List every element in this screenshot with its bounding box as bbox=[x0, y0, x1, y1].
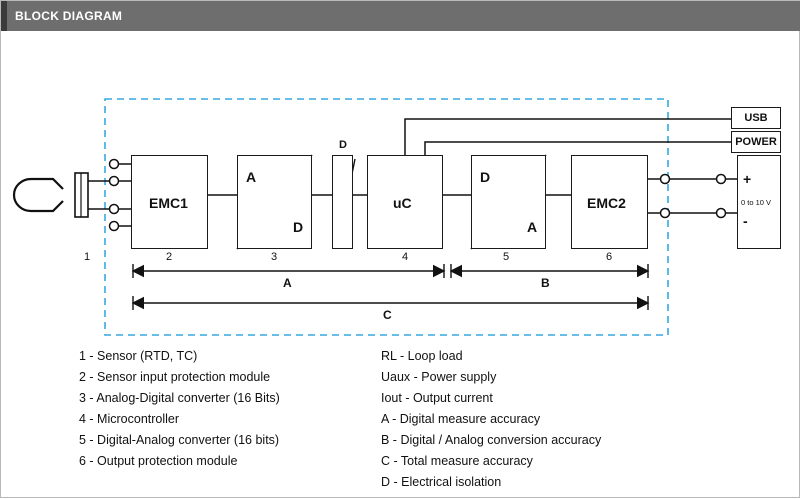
legend-item: A - Digital measure accuracy bbox=[381, 412, 541, 426]
legend-right-column bbox=[381, 346, 721, 493]
range-bar-b-label: B bbox=[541, 276, 550, 290]
legend-item: 1 - Sensor (RTD, TC) bbox=[79, 349, 198, 363]
legend-left-column bbox=[79, 346, 379, 472]
block-dac-number: 5 bbox=[502, 251, 510, 263]
legend-item: 5 - Digital-Analog converter (16 bits) bbox=[79, 433, 280, 447]
range-bar-a-label: A bbox=[283, 276, 292, 290]
legend-item: C - Total measure accuracy bbox=[381, 454, 533, 468]
sensor-number: 1 bbox=[83, 251, 91, 263]
block-adc-label-a: A bbox=[246, 169, 257, 185]
output-terminal-1 bbox=[661, 175, 670, 184]
block-adc-label-d: D bbox=[293, 219, 304, 235]
diagram-canvas bbox=[1, 31, 800, 499]
header-bar bbox=[1, 1, 800, 31]
block-microcontroller-number: 4 bbox=[401, 251, 409, 263]
block-isolation bbox=[332, 155, 353, 249]
block-emc2-number: 6 bbox=[605, 251, 613, 263]
sensor-symbol-upper-lead bbox=[31, 179, 63, 189]
block-microcontroller-label: uC bbox=[393, 195, 412, 211]
power-supply-box: POWER bbox=[731, 131, 781, 153]
block-emc1-number: 2 bbox=[165, 251, 173, 263]
sensor-symbol-arc bbox=[14, 179, 31, 211]
legend-item: D - Electrical isolation bbox=[381, 475, 502, 489]
block-emc2-label: EMC2 bbox=[587, 195, 626, 211]
legend-item: 2 - Sensor input protection module bbox=[79, 370, 271, 384]
legend-item: 3 - Analog-Digital converter (16 Bits) bbox=[79, 391, 280, 405]
block-adc-number: 3 bbox=[270, 251, 278, 263]
output-plus-label: + bbox=[743, 171, 752, 187]
block-dac-label-a: A bbox=[527, 219, 538, 235]
legend-item: RL - Loop load bbox=[381, 349, 463, 363]
legend-item: 4 - Microcontroller bbox=[79, 412, 180, 426]
legend-item: Uaux - Power supply bbox=[381, 370, 497, 384]
legend-item: Iout - Output current bbox=[381, 391, 493, 405]
output-minus-label: - bbox=[743, 213, 748, 229]
input-terminal-3 bbox=[110, 205, 119, 214]
input-terminal-4 bbox=[110, 222, 119, 231]
page-title: BLOCK DIAGRAM bbox=[15, 9, 123, 23]
input-terminal-1 bbox=[110, 160, 119, 169]
legend-item: 6 - Output protection module bbox=[79, 454, 238, 468]
range-bar-c-label: C bbox=[383, 308, 392, 322]
load-terminal-1 bbox=[717, 175, 726, 184]
block-dac-label-d: D bbox=[480, 169, 491, 185]
legend-item: B - Digital / Analog conversion accuracy bbox=[381, 433, 602, 447]
load-terminal-2 bbox=[717, 209, 726, 218]
block-isolation-label: D bbox=[339, 139, 347, 151]
output-terminal-2 bbox=[661, 209, 670, 218]
sensor-symbol-lower-lead bbox=[31, 201, 63, 211]
header-accent-stripe bbox=[1, 1, 7, 31]
usb-port-box: USB bbox=[731, 107, 781, 129]
block-emc1-label: EMC1 bbox=[149, 195, 188, 211]
input-terminal-2 bbox=[110, 177, 119, 186]
output-range-label: 0 to 10 V bbox=[741, 198, 772, 207]
